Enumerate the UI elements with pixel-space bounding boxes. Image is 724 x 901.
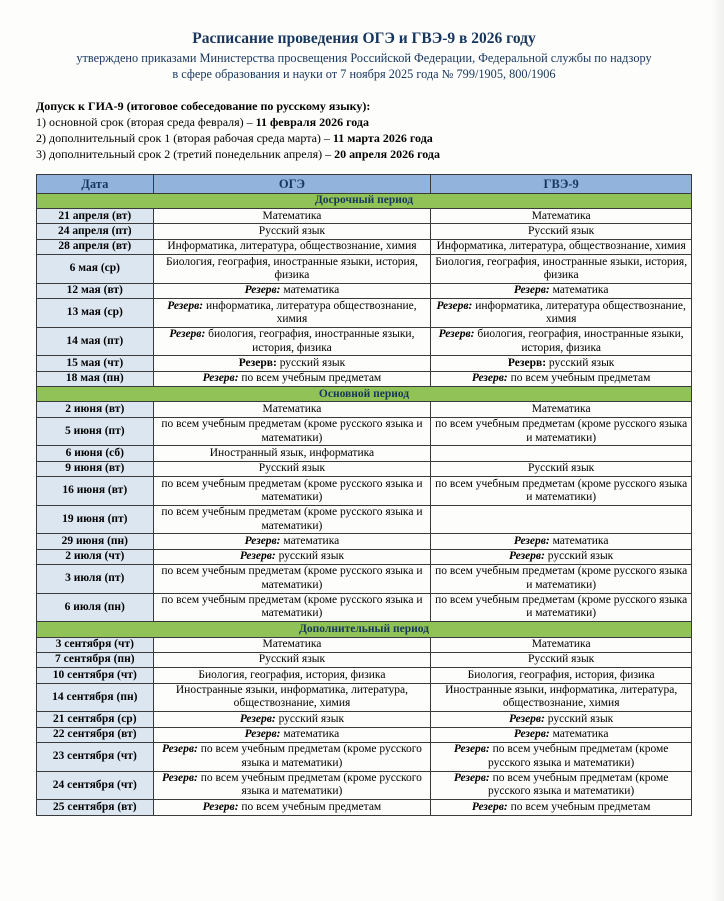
table-row xyxy=(37,299,692,328)
gve-subject-cell: Резерв: математика xyxy=(431,534,692,549)
reserve-label: Резерв: xyxy=(244,284,281,297)
reserve-label: Резерв: xyxy=(509,712,545,725)
gve-subject-cell: Резерв: по всем учебным предметам xyxy=(431,800,692,815)
admission-item xyxy=(36,130,692,146)
oge-subject-cell: по всем учебным предметам (кроме русского языка и математики) xyxy=(153,593,431,622)
table-row xyxy=(37,417,692,446)
date-cell: 21 апреля (вт) xyxy=(37,209,154,224)
date-cell: 7 сентября (пн) xyxy=(37,652,154,667)
date-cell: 14 мая (пт) xyxy=(37,327,154,356)
table-row xyxy=(37,534,692,549)
date-cell: 3 сентября (чт) xyxy=(37,637,154,652)
period-row xyxy=(37,387,692,402)
date-cell: 15 мая (чт) xyxy=(37,356,154,371)
admission-section xyxy=(36,98,692,162)
table-row xyxy=(37,402,692,417)
gve-subject-cell: по всем учебным предметам (кроме русского языка и математики) xyxy=(431,593,692,622)
oge-subject-cell: Резерв: биология, география, иностранные языки, история, физика xyxy=(153,327,431,356)
oge-subject-cell: Иностранные языки, информатика, литература, обществознание, химия xyxy=(153,683,431,712)
table-row xyxy=(37,461,692,476)
table-row xyxy=(37,712,692,727)
oge-subject-cell: Резерв: по всем учебным предметам xyxy=(153,371,431,386)
date-cell: 19 июня (пт) xyxy=(37,505,154,534)
oge-subject-cell: Русский язык xyxy=(153,461,431,476)
intro-list xyxy=(36,114,692,162)
reserve-label: Резерв: xyxy=(507,356,547,369)
oge-subject-cell: по всем учебным предметам (кроме русского языка и математики) xyxy=(153,564,431,593)
reserve-label: Резерв: xyxy=(513,728,550,741)
reserve-label: Резерв: xyxy=(238,356,277,369)
date-cell: 6 июня (сб) xyxy=(37,446,154,461)
oge-subject-cell: по всем учебным предметам (кроме русского языка и математики) xyxy=(153,417,431,446)
admission-item-date: 11 марта 2026 года xyxy=(332,131,433,146)
table-row xyxy=(37,371,692,386)
oge-subject-cell: Математика xyxy=(153,209,431,224)
table-row xyxy=(37,771,692,800)
reserve-label: Резерв: xyxy=(169,328,206,341)
oge-subject-cell: Биология, география, иностранные языки, история, физика xyxy=(153,255,431,284)
table-row xyxy=(37,209,692,224)
reserve-label: Резерв: xyxy=(513,284,550,297)
gve-subject-cell: Математика xyxy=(431,402,692,417)
table-row xyxy=(37,727,692,742)
reserve-label: Резерв: xyxy=(239,550,276,563)
admission-item-text: 3) дополнительный срок 2 (третий понедельник апреля) – xyxy=(36,147,335,162)
date-cell: 12 мая (вт) xyxy=(37,283,154,298)
date-cell: 2 июня (вт) xyxy=(37,402,154,417)
column-header-oge: ОГЭ xyxy=(153,175,431,194)
table-row xyxy=(37,742,692,771)
date-cell: 16 июня (вт) xyxy=(37,477,154,506)
oge-subject-cell: Резерв: математика xyxy=(153,283,431,298)
table-row xyxy=(37,224,692,239)
table-header-row xyxy=(37,175,692,194)
gve-subject-cell: Иностранные языки, информатика, литература, обществознание, химия xyxy=(431,683,692,712)
oge-subject-cell: Резерв: по всем учебным предметам (кроме русского языка и математики) xyxy=(153,742,431,771)
reserve-label: Резерв: xyxy=(162,772,198,785)
period-title: Досрочный период xyxy=(37,193,692,208)
oge-subject-cell: Резерв: математика xyxy=(153,727,431,742)
doc-subtitle-line-1: утверждено приказами Министерства просвещения Российской Федерации, Федеральной службы по надзору xyxy=(76,51,652,65)
gve-subject-cell: по всем учебным предметам (кроме русского языка и математики) xyxy=(431,564,692,593)
period-title: Дополнительный период xyxy=(37,622,692,637)
admission-item-text: 2) дополнительный срок 1 (вторая рабочая среда марта) – xyxy=(36,131,333,146)
oge-subject-cell: Резерв: по всем учебным предметам xyxy=(153,800,431,815)
admission-item xyxy=(36,114,692,130)
reserve-label: Резерв: xyxy=(239,712,276,725)
oge-subject-cell: Математика xyxy=(153,402,431,417)
date-cell: 24 апреля (пт) xyxy=(37,224,154,239)
gve-subject-cell: Резерв: математика xyxy=(431,727,692,742)
gve-subject-cell xyxy=(431,505,692,534)
table-row xyxy=(37,446,692,461)
reserve-label: Резерв: xyxy=(436,299,473,312)
reserve-label: Резерв: xyxy=(438,328,475,341)
table-row xyxy=(37,255,692,284)
gve-subject-cell: Резерв: русский язык xyxy=(431,356,692,371)
page-title: Расписание проведения ОГЭ и ГВЭ-9 в 2026 году xyxy=(192,30,536,47)
reserve-label: Резерв: xyxy=(453,743,490,756)
period-row xyxy=(37,622,692,637)
gve-subject-cell: Резерв: по всем учебным предметам xyxy=(431,371,692,386)
date-cell: 6 июля (пн) xyxy=(37,593,154,622)
column-header-date: Дата xyxy=(37,175,154,194)
reserve-label: Резерв: xyxy=(202,372,239,385)
reserve-label: Резерв: xyxy=(471,800,508,813)
period-title: Основной период xyxy=(37,387,692,402)
reserve-label: Резерв: xyxy=(244,534,281,547)
date-cell: 5 июня (пт) xyxy=(37,417,154,446)
oge-subject-cell: Резерв: русский язык xyxy=(153,356,431,371)
reserve-label: Резерв: xyxy=(167,299,204,312)
scan-edge-shadow xyxy=(710,0,724,901)
table-row xyxy=(37,593,692,622)
gve-subject-cell: Биология, география, история, физика xyxy=(431,668,692,683)
date-cell: 22 сентября (вт) xyxy=(37,727,154,742)
schedule-table xyxy=(36,174,692,815)
table-row xyxy=(37,564,692,593)
gve-subject-cell: Резерв: русский язык xyxy=(431,712,692,727)
oge-subject-cell: Биология, география, история, физика xyxy=(153,668,431,683)
date-cell: 24 сентября (чт) xyxy=(37,771,154,800)
oge-subject-cell: Русский язык xyxy=(153,224,431,239)
reserve-label: Резерв: xyxy=(471,372,508,385)
column-header-gve: ГВЭ-9 xyxy=(431,175,692,194)
table-row xyxy=(37,356,692,371)
gve-subject-cell: Математика xyxy=(431,637,692,652)
admission-heading: Допуск к ГИА-9 (итоговое собеседование по русскому языку): xyxy=(36,98,371,113)
gve-subject-cell: Резерв: математика xyxy=(431,283,692,298)
table-row xyxy=(37,652,692,667)
gve-subject-cell: Биология, география, иностранные языки, история, физика xyxy=(431,255,692,284)
date-cell: 3 июля (пт) xyxy=(37,564,154,593)
date-cell: 10 сентября (чт) xyxy=(37,668,154,683)
gve-subject-cell: по всем учебным предметам (кроме русского языка и математики) xyxy=(431,417,692,446)
reserve-label: Резерв: xyxy=(509,550,545,563)
reserve-label: Резерв: xyxy=(453,772,490,785)
oge-subject-cell: Резерв: русский язык xyxy=(153,549,431,564)
gve-subject-cell: Резерв: биология, география, иностранные языки, история, физика xyxy=(431,327,692,356)
date-cell: 25 сентября (вт) xyxy=(37,800,154,815)
oge-subject-cell: Русский язык xyxy=(153,652,431,667)
oge-subject-cell: по всем учебным предметам (кроме русского языка и математики) xyxy=(153,477,431,506)
date-cell: 29 июня (пн) xyxy=(37,534,154,549)
gve-subject-cell: по всем учебным предметам (кроме русского языка и математики) xyxy=(431,477,692,506)
table-row xyxy=(37,327,692,356)
gve-subject-cell xyxy=(431,446,692,461)
doc-subtitle-line-2: в сфере образования и науки от 7 ноября 2025 года № 799/1905, 800/1906 xyxy=(172,66,556,81)
schedule-table-body xyxy=(37,193,692,815)
gve-subject-cell: Русский язык xyxy=(431,652,692,667)
date-cell: 23 сентября (чт) xyxy=(37,742,154,771)
oge-subject-cell: по всем учебным предметам (кроме русского языка и математики) xyxy=(153,505,431,534)
date-cell: 2 июля (чт) xyxy=(37,549,154,564)
oge-subject-cell: Резерв: математика xyxy=(153,534,431,549)
oge-subject-cell: Иностранный язык, информатика xyxy=(153,446,431,461)
table-row xyxy=(37,668,692,683)
admission-item-text: 1) основной срок (вторая среда февраля) – xyxy=(36,115,256,130)
gve-subject-cell: Резерв: по всем учебным предметам (кроме русского языка и математики) xyxy=(431,771,692,800)
table-row xyxy=(37,239,692,254)
reserve-label: Резерв: xyxy=(513,534,550,547)
oge-subject-cell: Резерв: русский язык xyxy=(153,712,431,727)
gve-subject-cell: Русский язык xyxy=(431,224,692,239)
reserve-label: Резерв: xyxy=(202,800,239,813)
gve-subject-cell: Резерв: русский язык xyxy=(431,549,692,564)
oge-subject-cell: Математика xyxy=(153,637,431,652)
oge-subject-cell: Информатика, литература, обществознание, химия xyxy=(153,239,431,254)
gve-subject-cell: Русский язык xyxy=(431,461,692,476)
date-cell: 13 мая (ср) xyxy=(37,299,154,328)
table-row xyxy=(37,637,692,652)
table-row xyxy=(37,549,692,564)
gve-subject-cell: Резерв: информатика, литература обществознание, химия xyxy=(431,299,692,328)
date-cell: 9 июня (вт) xyxy=(37,461,154,476)
gve-subject-cell: Информатика, литература, обществознание, химия xyxy=(431,239,692,254)
date-cell: 18 мая (пн) xyxy=(37,371,154,386)
reserve-label: Резерв: xyxy=(162,743,198,756)
table-row xyxy=(37,683,692,712)
admission-item xyxy=(36,146,692,162)
reserve-label: Резерв: xyxy=(244,728,281,741)
date-cell: 28 апреля (вт) xyxy=(37,239,154,254)
gve-subject-cell: Математика xyxy=(431,209,692,224)
admission-item-date: 20 апреля 2026 года xyxy=(334,147,440,162)
period-row xyxy=(37,193,692,208)
date-cell: 14 сентября (пн) xyxy=(37,683,154,712)
admission-item-date: 11 февраля 2026 года xyxy=(255,115,369,130)
table-row xyxy=(37,477,692,506)
date-cell: 21 сентября (ср) xyxy=(37,712,154,727)
oge-subject-cell: Резерв: информатика, литература обществознание, химия xyxy=(153,299,431,328)
gve-subject-cell: Резерв: по всем учебным предметам (кроме русского языка и математики) xyxy=(431,742,692,771)
table-row xyxy=(37,283,692,298)
table-row xyxy=(37,505,692,534)
table-row xyxy=(37,800,692,815)
date-cell: 6 мая (ср) xyxy=(37,255,154,284)
oge-subject-cell: Резерв: по всем учебным предметам (кроме русского языка и математики) xyxy=(153,771,431,800)
